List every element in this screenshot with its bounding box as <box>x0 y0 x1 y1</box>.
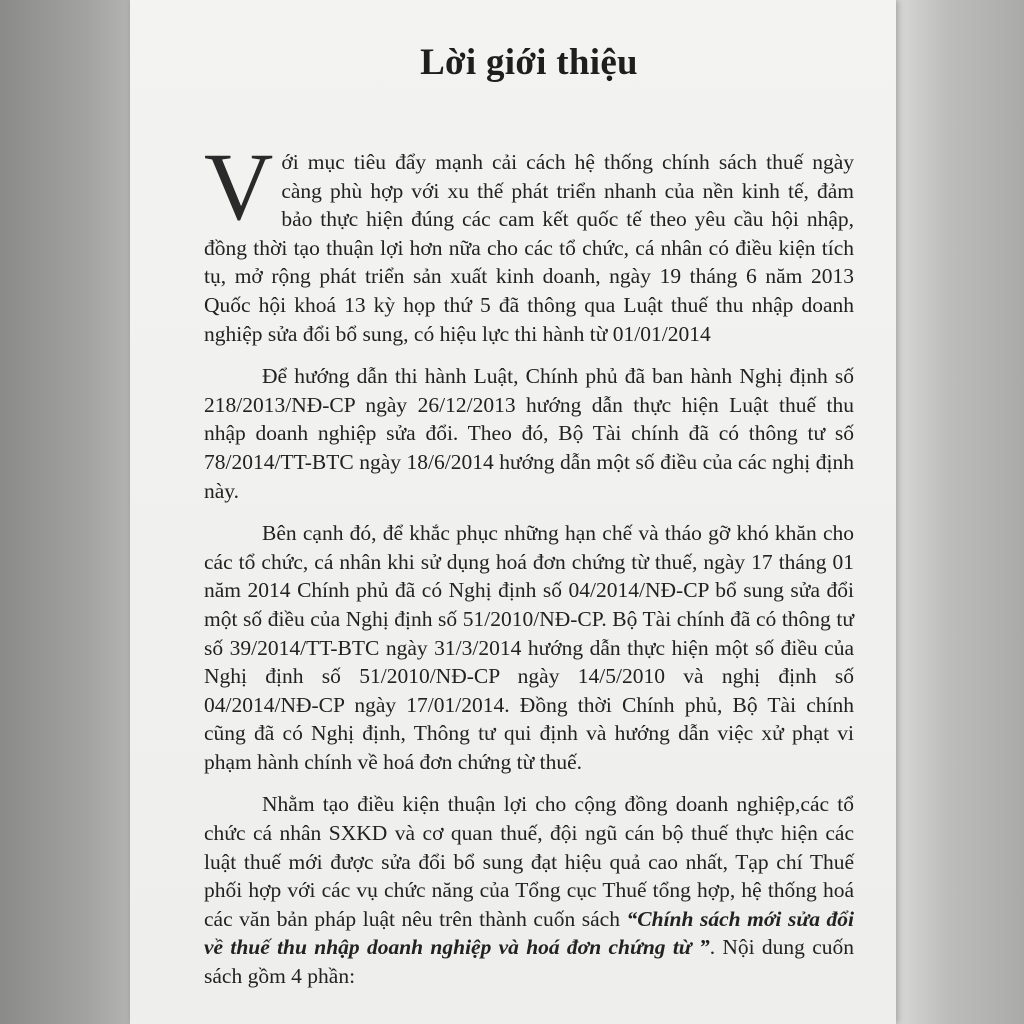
paragraph-1-text: ới mục tiêu đẩy mạnh cải cách hệ thống chính sách thuế ngày càng phù hợp với xu thế phát triển nhanh của nền kinh tế, đảm bảo thực hiện đúng các cam kết quốc tế theo yêu cầu hội nhập, đồng thời tạo thuận lợi hơn nữa cho các tổ chức, cá nhân có điều kiện tích tụ, mở rộng phát triển sản xuất kinh doanh, ngày 19 tháng 6 năm 2013 Quốc hội khoá 13 kỳ họp thứ 5 đã thông qua Luật thuế thu nhập doanh nghiệp sửa đổi bổ sung, có hiệu lực thi hành từ 01/01/2014 <box>204 150 854 346</box>
page-title: Lời giới thiệu <box>420 42 638 83</box>
background-right <box>896 0 1024 1024</box>
background-left <box>0 0 130 1024</box>
paragraph-4 <box>204 790 854 990</box>
paragraph-4-end: . Nội dung cuốn sách gồm 4 phần: <box>204 935 855 989</box>
drop-cap: V <box>204 133 274 240</box>
book-title: “Chính sách mới sửa đổi về thuế thu nhập doanh nghiệp và hoá đơn chứng từ ” <box>204 906 854 960</box>
paragraph-2: Để hướng dẫn thi hành Luật, Chính phủ đã ban hành Nghị định số 218/2013/NĐ-CP ngày 26/12/2013 hướng dẫn thực hiện Luật thuế thu nhập doanh nghiệp sửa đổi. Theo đó, Bộ Tài chính đã có thông tư số 78/2014/TT-BTC ngày 18/6/2014 hướng dẫn một số điều của các nghị định này. <box>204 364 854 503</box>
paragraph-1 <box>204 133 854 348</box>
paragraph-3: Bên cạnh đó, để khắc phục những hạn chế và tháo gỡ khó khăn cho các tổ chức, cá nhân khi sử dụng hoá đơn chứng từ thuế, ngày 17 tháng 01 năm 2014 Chính phủ đã có Nghị định số 04/2014/NĐ-CP bổ sung sửa đổi một số điều của Nghị định số 51/2010/NĐ-CP. Bộ Tài chính đã có thông tư số 39/2014/TT-BTC ngày 31/3/2014 hướng dẫn thực hiện một số điều của Nghị định số 51/2010/NĐ-CP ngày 14/5/2010 và nghị định số 04/2014/NĐ-CP ngày 17/01/2014. Đồng thời Chính phủ, Bộ Tài chính cũng đã có Nghị định, Thông tư qui định và hướng dẫn việc xử phạt vi phạm hành chính về hoá đơn chứng từ thuế. <box>204 521 854 774</box>
paragraph-4-text: Nhằm tạo điều kiện thuận lợi cho cộng đồng doanh nghiệp,các tổ chức cá nhân SXKD và cơ quan thuế, đội ngũ cán bộ thuế thực hiện các luật thuế mới được sửa đổi bổ sung đạt hiệu quả cao nhất, Tạp chí Thuế phối hợp với các vụ chức năng của Tổng cục Thuế tổng hợp, hệ thống hoá các văn bản pháp luật nêu trên thành cuốn sách <box>204 792 854 931</box>
book-page <box>130 0 896 1024</box>
page-content <box>204 42 854 1005</box>
